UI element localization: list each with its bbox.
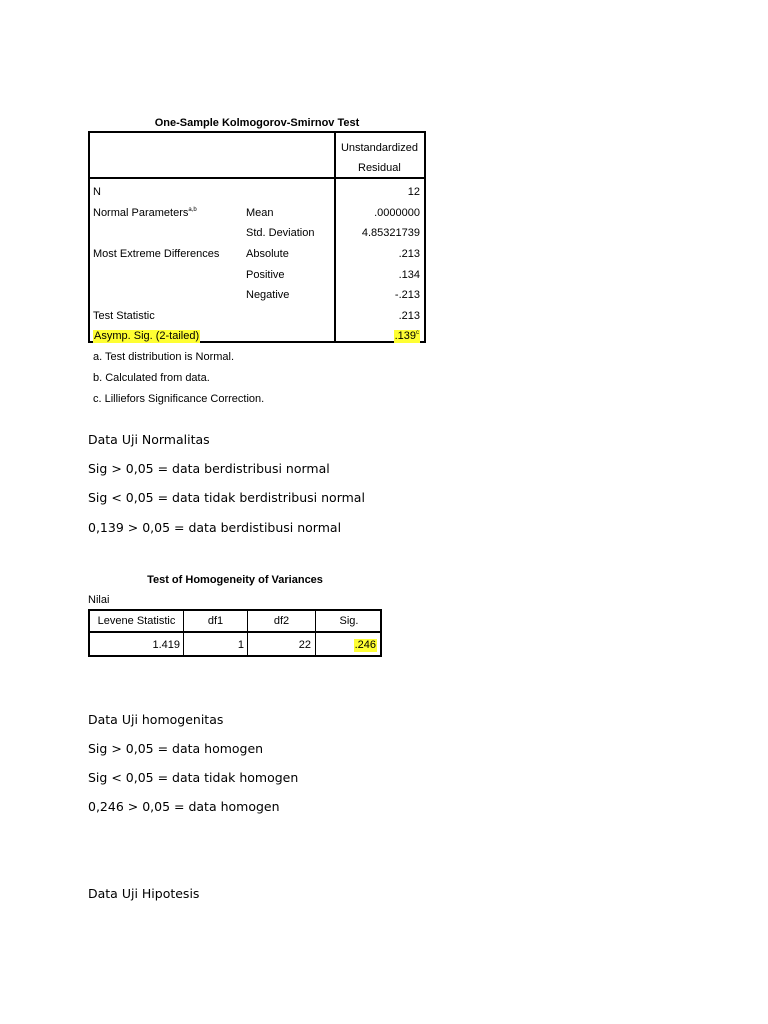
normality-note: Sig < 0,05 = data tidak berdistribusi normal: [88, 490, 365, 505]
homogeneity-conclusion: 0,246 > 0,05 = data homogen: [88, 799, 280, 814]
ks-row-label-text: Normal Parameters: [93, 207, 189, 219]
ks-row-sublabel: Negative: [246, 289, 290, 301]
ks-footnote-a: a. Test distribution is Normal.: [93, 351, 235, 363]
ks-row-label: [93, 208, 197, 219]
hm-value-df1: 1: [237, 639, 244, 651]
ks-header-divider: [90, 177, 424, 179]
hm-header-levene: Levene Statistic: [97, 615, 176, 627]
hm-value-levene: 1.419: [152, 639, 180, 651]
ks-row-sublabel: Std. Deviation: [246, 227, 315, 239]
homogeneity-note: Sig > 0,05 = data homogen: [88, 741, 264, 756]
ks-row-value: 12: [407, 186, 420, 198]
normality-conclusion: 0,139 > 0,05 = data berdistibusi normal: [88, 520, 342, 535]
ks-asymp-sig-value: [394, 330, 420, 343]
ks-row-label: N: [93, 186, 101, 198]
hypothesis-heading: Data Uji Hipotesis: [88, 886, 200, 901]
ks-row-label: Test Statistic: [93, 310, 155, 322]
ks-row-value: 4.85321739: [361, 227, 420, 239]
homogeneity-heading: Data Uji homogenitas: [88, 712, 224, 727]
ks-row-value: .213: [398, 248, 420, 260]
ks-row-sublabel: Absolute: [246, 248, 289, 260]
hm-header-df1: df1: [207, 615, 224, 627]
normality-heading: Data Uji Normalitas: [88, 432, 210, 447]
ks-footnote-marker: a,b: [188, 207, 197, 213]
ks-row-sublabel: Mean: [246, 207, 274, 219]
ks-row-value: .213: [398, 310, 420, 322]
ks-asymp-sig-number: .139: [394, 330, 416, 342]
ks-footnote-marker: c: [416, 330, 419, 336]
ks-footnote-b: b. Calculated from data.: [93, 372, 210, 384]
ks-col-header-line2: Residual: [358, 162, 401, 174]
ks-footnote-c: c. Lilliefors Significance Correction.: [93, 393, 265, 405]
ks-row-value: .0000000: [374, 207, 420, 219]
hm-value-sig: .246: [354, 639, 376, 651]
homogeneity-variable: Nilai: [88, 594, 110, 606]
hm-header-divider: [90, 631, 380, 633]
ks-row-sublabel: Positive: [246, 269, 285, 281]
normality-note: Sig > 0,05 = data berdistribusi normal: [88, 461, 330, 476]
ks-test-table: [88, 131, 426, 343]
ks-column-divider: [334, 133, 336, 341]
hm-header-df2: df2: [273, 615, 290, 627]
ks-asymp-sig-label: Asymp. Sig. (2-tailed): [94, 330, 200, 342]
hm-value-df2: 22: [298, 639, 311, 651]
hm-header-sig: Sig.: [339, 615, 359, 627]
homogeneity-note: Sig < 0,05 = data tidak homogen: [88, 770, 299, 785]
ks-row-value: -.213: [394, 289, 420, 301]
ks-row-label: Most Extreme Differences: [93, 248, 220, 260]
ks-test-title: One-Sample Kolmogorov-Smirnov Test: [154, 117, 360, 129]
ks-row-value: .134: [398, 269, 420, 281]
ks-col-header-line1: Unstandardized: [340, 142, 418, 154]
homogeneity-table: [88, 609, 382, 657]
homogeneity-title: Test of Homogeneity of Variances: [147, 574, 323, 586]
